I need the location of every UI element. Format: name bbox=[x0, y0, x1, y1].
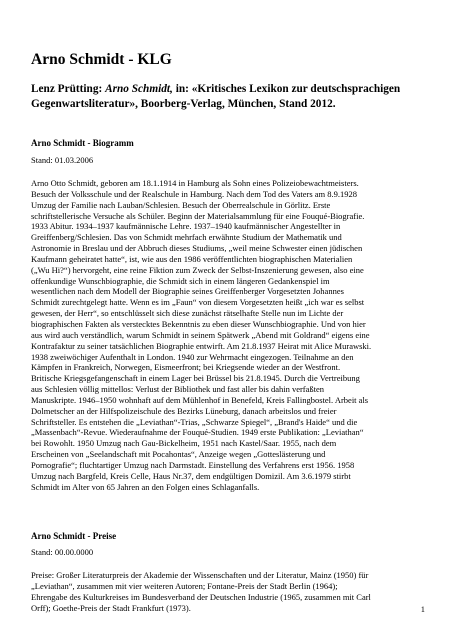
body-line: offenkundige Wunschbiographie, die Schmidt sich in einem längeren Gedankenspiel im bbox=[31, 275, 330, 286]
body-line: Umzug der Familie nach Lauban/Schlesien. Besuch der Oberrealschule in Görlitz. Erste bbox=[31, 199, 331, 210]
body-line: schriftstellerische Versuche als Schüler. Beginn der Materialsammlung für eine Fouqué-Biografie. bbox=[31, 210, 365, 221]
section-body-biogramm bbox=[31, 178, 426, 492]
citation bbox=[31, 82, 426, 112]
body-line: Ehrengabe des Kulturkreises im Bundesverband der Deutschen Industrie (1965, zusammen mit Carl bbox=[31, 591, 371, 602]
body-line: Arno Otto Schmidt, geboren am 18.1.1914 in Hamburg als Sohn eines Polizeiobewachtmeisters. bbox=[31, 178, 359, 188]
citation-source: in: «Kritisches Lexikon zur deutschsprachigen bbox=[172, 83, 401, 95]
section-heading-preise: Arno Schmidt - Preise bbox=[31, 531, 117, 541]
body-line: Manuskripte. 1946–1950 wohnhaft auf dem Mühlenhof in Benefeld, Kreis Fallingbostel. Arbeit als bbox=[31, 394, 369, 405]
body-line: Pornografie“; fluchtartiger Umzug nach Darmstadt. Einstellung des Verfahrens erst 1956. 1958 bbox=[31, 459, 355, 470]
body-line: Preise: Großer Literaturpreis der Akademie der Wissenschaften und der Literatur, Mainz (1950) für bbox=[31, 570, 369, 580]
body-line: Umzug nach Bargfeld, Kreis Celle, Haus Nr.37, dem endgültigen Domizil. Am 3.6.1979 stirbt bbox=[31, 470, 351, 481]
body-line: 1933 Abitur. 1934–1937 kaufmännische Lehre. 1937–1940 kaufmännischer Angestellter in bbox=[31, 221, 341, 232]
body-line: Greiffenberg/Schlesien. Das von Schmidt mehrfach erwähnte Studium der Mathematik und bbox=[31, 232, 342, 243]
body-line: 1938 zweiwöchiger Aufenthalt in London. 1940 zur Wehrmacht eingezogen. Teilnahme an den bbox=[31, 351, 354, 362]
body-line: aus Schlesien völlig mittellos: Verlust der Bibliothek und fast aller bis dahin verfaßten bbox=[31, 384, 325, 395]
body-line: Erscheinen von „Seelandschaft mit Pocahontas“, Anzeige wegen „Gotteslästerung und bbox=[31, 449, 326, 460]
body-line: aus wird auch verständlich, warum Schmidt in seinem Spätwerk „Abend mit Goldrand“ eigens eine bbox=[31, 329, 370, 340]
document-title: Arno Schmidt - KLG bbox=[31, 51, 172, 68]
body-line: „Leviathan“, zusammen mit vier weiteren Autoren; Fontane-Preis der Stadt Berlin (1964); bbox=[31, 580, 338, 591]
section-body-preise bbox=[31, 570, 426, 613]
document-page bbox=[31, 0, 426, 640]
section-heading-biogramm: Arno Schmidt - Biogramm bbox=[31, 138, 134, 148]
citation-prefix: Lenz Prütting: bbox=[31, 83, 106, 95]
section-date-preise: Stand: 00.00.0000 bbox=[31, 547, 94, 557]
body-line: biographischen Fakten als verstecktes Bekenntnis zu eben dieser Wunschbiographie. Und von hier bbox=[31, 318, 366, 329]
body-line: Schmidt im Alter von 65 Jahren an den Folgen eines Schlaganfalls. bbox=[31, 481, 260, 492]
citation-italic-title: Arno Schmidt, bbox=[105, 83, 173, 95]
body-line: Besuch der Volksschule und der Realschule in Hamburg. Nach dem Tod des Vaters am 8.9.1928 bbox=[31, 188, 358, 199]
body-line: Schmidt zurechtgelegt hatte. Wenn es im „Faun“ von diesem Vorgesetzten heißt „ich war es selbst bbox=[31, 297, 365, 308]
body-line: Dolmetscher an der Hilfspolizeischule des Bezirks Lüneburg, danach arbeitslos und freier bbox=[31, 405, 337, 416]
body-line: Astronomie in Breslau und der Abbruch dieses Studiums, „weil meine Schwester einen jüdischen bbox=[31, 243, 363, 254]
body-line: „Massenbach“-Revue. Wiederaufnahme der Fouqué-Studien. 1949 erste Publikation: „Leviathan“ bbox=[31, 427, 364, 438]
body-line: Kontrafaktur zu seiner tatsächlichen Biographie entwirft. Am 21.8.1937 Heirat mit Alice Murawski. bbox=[31, 340, 372, 351]
body-line: Schriftsteller. Es entstehen die „Leviathan“-Trias, „Schwarze Spiegel“, „Brand's Haide“ und die bbox=[31, 416, 358, 427]
body-line: gewesen, der Herr“, so entschlüsselt sich diese zunächst rätselhafte Stelle nun im Lichte der bbox=[31, 308, 344, 319]
body-line: Orff); Goethe-Preis der Stadt Frankfurt (1973). bbox=[31, 602, 191, 613]
body-line: Kämpfen in Frankreich, Norwegen, Eismeerfront; bei Kriegsende wieder an der Westfront. bbox=[31, 362, 341, 373]
body-line: wesentlichen nach dem Modell der Biographie seines Greiffenberger Vorgesetzten Johannes bbox=[31, 286, 344, 297]
body-line: Kaufmann geheiratet hatte“, ist, wie aus den 1986 veröffentlichten biographischen Materialien bbox=[31, 253, 353, 264]
citation-publisher: Gegenwartsliteratur», Boorberg-Verlag, München, Stand 2012. bbox=[31, 98, 336, 110]
body-line: bei Rowohlt. 1950 Umzug nach Gau-Bickelheim, 1951 nach Kastel/Saar. 1955, nach dem bbox=[31, 438, 337, 449]
section-date-biogramm: Stand: 01.03.2006 bbox=[31, 155, 94, 165]
page-number: 1 bbox=[420, 604, 425, 614]
body-line: Britische Kriegsgefangenschaft in einem Lager bei Brüssel bis 21.8.1945. Durch die Vertreibung bbox=[31, 373, 360, 384]
body-line: („Wu Hi?“) hervorgeht, eine reine Fiktion zum Zweck der Selbst-Inszenierung gewesen, also eine bbox=[31, 264, 364, 275]
